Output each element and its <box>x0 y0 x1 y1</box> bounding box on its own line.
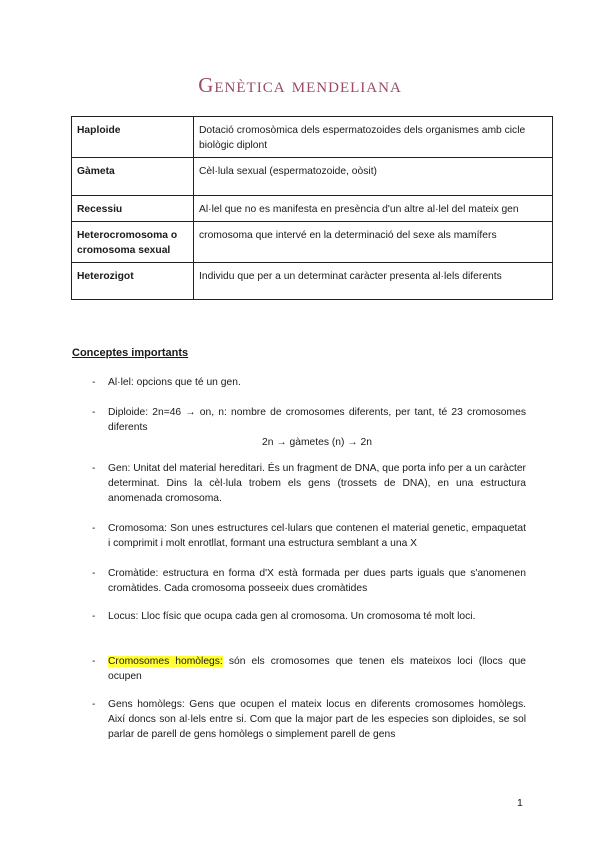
definition-cell: Dotació cromosòmica dels espermatozoides dels organismes amb cicle biològic diplont <box>194 117 553 158</box>
bullet-dash: - <box>92 377 96 388</box>
term-cell: Haploide <box>72 117 194 158</box>
definition-cell: Al·lel que no es manifesta en presència d'un altre al·lel del mateix gen <box>194 196 553 222</box>
list-item-text: Locus: Lloc físic que ocupa cada gen al cromosoma. Un cromosoma té molt loci. <box>108 611 476 622</box>
formula-line: 2n → gàmetes (n) → 2n <box>262 437 372 448</box>
list-item <box>92 405 526 450</box>
table-row <box>72 196 553 222</box>
list-item <box>92 566 526 596</box>
list-item-text <box>108 654 526 684</box>
list-item-text: Gens homòlegs: Gens que ocupen el mateix locus en diferents cromosomes homòlegs. Així doncs son al·lels entre si. Com que la major part de les especies son diploides, se sol parlar de parell de gens homòlegs o simplement parell de gens <box>108 699 526 740</box>
bullet-dash: - <box>92 699 96 710</box>
list-item-text: Al·lel: opcions que té un gen. <box>108 377 241 388</box>
term-cell: Heterocromosoma o cromosoma sexual <box>72 222 194 263</box>
list-item-text: Cromosoma: Son unes estructures cel·lulars que contenen el material genetic, empaquetat i comprimit i molt enrotllat, formant una estructura semblant a una X <box>108 523 526 549</box>
bullet-dash: - <box>92 463 96 474</box>
list-item-text: Diploide: 2n=46 → on, n: nombre de cromosomes diferents, per tant, té 23 cromosomes diferents <box>108 407 526 433</box>
bullet-dash: - <box>92 611 96 622</box>
bullet-dash: - <box>92 568 96 579</box>
list-item <box>92 461 526 506</box>
table-row <box>72 158 553 196</box>
table-row <box>72 117 553 158</box>
list-item <box>92 521 526 551</box>
list-item <box>92 609 526 624</box>
definition-cell: cromosoma que intervé en la determinació del sexe als mamífers <box>194 222 553 263</box>
table-row <box>72 222 553 263</box>
list-item <box>92 654 526 684</box>
section-heading: Conceptes importants <box>72 347 189 359</box>
list-item-text: Cromàtide: estructura en forma d'X està formada per dues parts iguals que s'anomenen cromàtides. Cada cromosoma posseeix dues cromàtides <box>108 568 526 594</box>
bullet-dash: - <box>92 523 96 534</box>
table-row <box>72 263 553 300</box>
list-item <box>92 697 526 742</box>
highlighted-term: Cromosomes homòlegs: <box>108 656 223 667</box>
definition-cell: Individu que per a un determinat caràcter presenta al·lels diferents <box>194 263 553 300</box>
bullet-dash: - <box>92 407 96 418</box>
list-item-rest: són els cromosomes que tenen els mateixos loci (llocs que ocupen <box>108 656 527 682</box>
definition-cell: Cèl·lula sexual (espermatozoide, oòsit) <box>194 158 553 196</box>
definitions-table <box>71 116 553 300</box>
page-number: 1 <box>517 797 523 809</box>
list-item-text: Gen: Unitat del material hereditari. És un fragment de DNA, que porta info per a un caràcter determinat. Dins la cèl·lula trobem els gens (trossets de DNA), en una estructura anomenada cromosoma. <box>108 463 526 504</box>
list-item <box>92 375 526 390</box>
document-title: Genètica mendeliana <box>198 73 402 97</box>
term-cell: Heterozigot <box>72 263 194 300</box>
term-cell: Recessiu <box>72 196 194 222</box>
bullet-dash: - <box>92 656 96 667</box>
term-cell: Gàmeta <box>72 158 194 196</box>
